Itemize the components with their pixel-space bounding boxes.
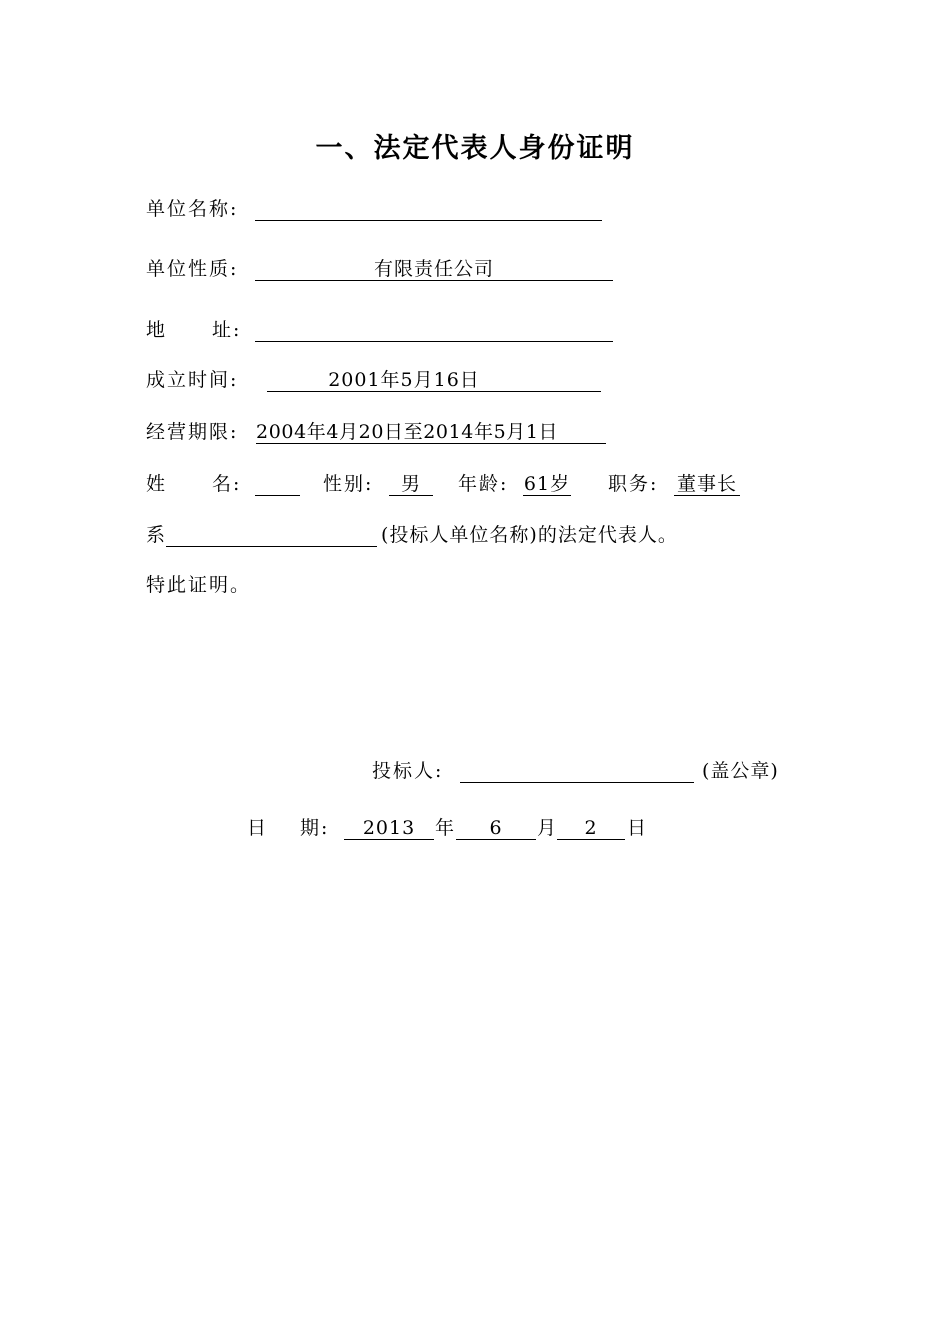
- closing-text: 特此证明。: [146, 574, 252, 596]
- established-field[interactable]: 2001年5月16日: [267, 368, 601, 392]
- statement-company-field[interactable]: [166, 523, 377, 547]
- name-label-first: 姓: [146, 473, 168, 495]
- gender-field[interactable]: 男: [389, 472, 433, 496]
- unit-nature-label: 单位性质:: [146, 258, 239, 280]
- statement-suffix: (投标人单位名称)的法定代表人。: [381, 524, 678, 546]
- date-day-field[interactable]: 2: [557, 816, 625, 840]
- document-title: 一、法定代表人身份证明: [315, 133, 635, 164]
- age-field[interactable]: 61岁: [523, 473, 571, 495]
- address-field[interactable]: [255, 318, 613, 342]
- address-label-second: 址:: [212, 319, 242, 341]
- statement-prefix: 系: [146, 524, 168, 546]
- position-field[interactable]: 董事长: [674, 472, 740, 496]
- date-year-unit: 年: [435, 817, 457, 839]
- bidder-label: 投标人:: [372, 760, 444, 782]
- unit-nature-field[interactable]: 有限责任公司: [255, 257, 613, 281]
- date-year-field[interactable]: 2013: [344, 816, 434, 840]
- address-label-first: 地: [146, 319, 168, 341]
- date-month-field[interactable]: 6: [456, 816, 536, 840]
- unit-name-label: 单位名称:: [146, 198, 239, 220]
- unit-name-field[interactable]: [255, 197, 602, 221]
- date-month-unit: 月: [537, 817, 559, 839]
- gender-label: 性别:: [323, 473, 374, 495]
- name-field[interactable]: [255, 472, 300, 496]
- bidder-field[interactable]: [460, 759, 694, 783]
- seal-note: (盖公章): [702, 760, 779, 782]
- term-label: 经营期限:: [146, 421, 239, 443]
- term-field[interactable]: 2004年4月20日至2014年5月1日: [256, 420, 606, 444]
- established-label: 成立时间:: [146, 369, 239, 391]
- name-label-second: 名:: [212, 473, 242, 495]
- date-label-second: 期:: [300, 817, 330, 839]
- age-label: 年龄:: [458, 473, 509, 495]
- date-label-first: 日: [247, 817, 269, 839]
- position-label: 职务:: [608, 473, 659, 495]
- date-day-unit: 日: [627, 817, 649, 839]
